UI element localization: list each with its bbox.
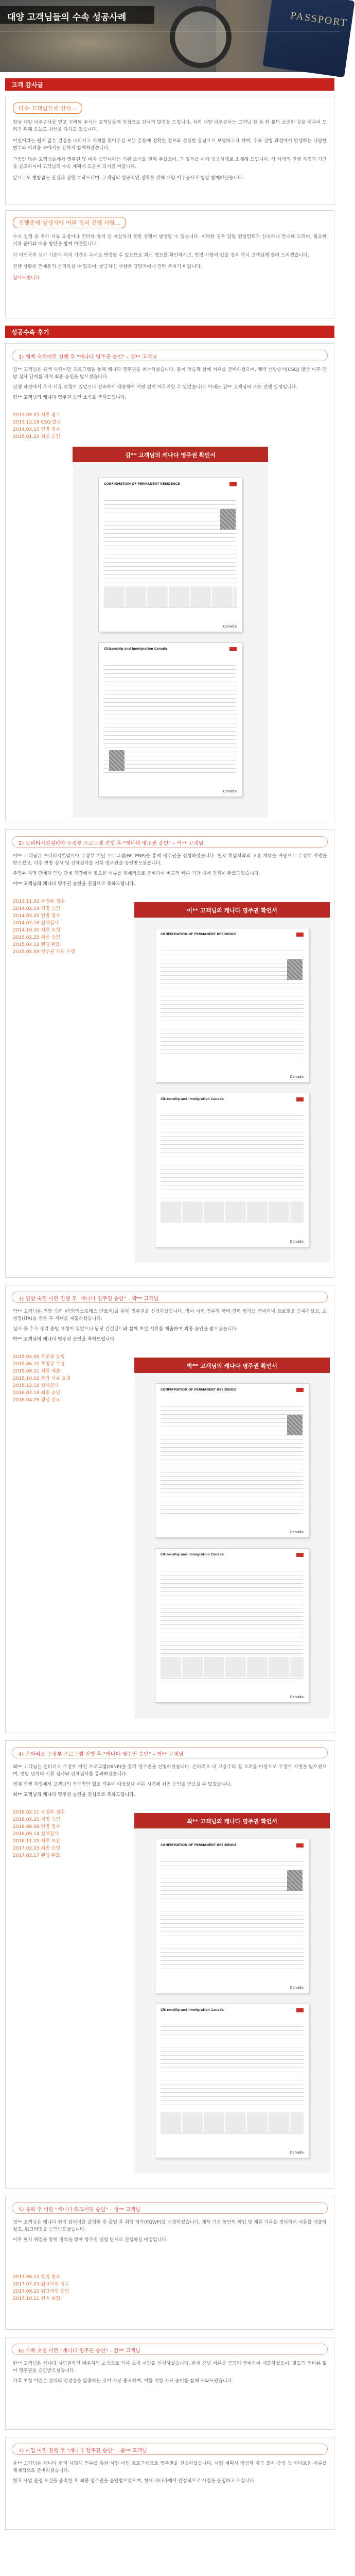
case-title-bar: 2) 브리티시컬럼비아 주정부 프로그램 진행 후 "캐나다 영주권 승인" – 이** 고객님 — [12, 836, 328, 848]
case-title-bar: 5) 유학 후 이민 "캐나다 워크퍼밋 승인" – 정** 고객님 — [12, 2202, 328, 2214]
notice-paragraph: 각 이민국의 심사 기준과 처리 기간은 수시로 변경될 수 있으므로 최신 정보를 확인하시고, 변경 사항이 있을 경우 즉시 고객님께 알려 드리겠습니다. — [13, 253, 309, 258]
case-paragraph: 진행 과정에서 추가 서류 요청이 있었으나 신속하게 대응하여 지연 없이 마무리할 수 있었습니다. 아래는 김** 고객님의 주요 진행 일정입니다. — [13, 385, 298, 390]
case-highlight: 김** 고객님의 캐나다 영주권 승인 소식을 축하드립니다. — [13, 395, 127, 400]
blurred-photo — [287, 959, 303, 980]
case-title-bar: 4) 온타리오 주정부 프로그램 진행 후 "캐나다 영주권 승인" – 최** 고객님 — [12, 1747, 328, 1758]
notice-card — [5, 210, 334, 318]
canada-flag-icon — [296, 1553, 304, 1557]
document-page: Citizenship and Immigration Canada Canada — [155, 1093, 309, 1247]
intro-title: 다수 고객님들께 감사... — [13, 103, 82, 114]
document-page: Citizenship and Immigration Canada Canada — [98, 642, 242, 797]
canada-flag-icon — [296, 1097, 304, 1101]
document-panel-title: 김** 고객님의 캐나다 영주권 확인서 — [125, 452, 216, 459]
document-panel-title: 최** 고객님의 캐나다 영주권 확인서 — [187, 1818, 277, 1825]
document-panel-title: 이** 고객님의 캐나다 영주권 확인서 — [187, 907, 277, 914]
case-paragraph: 최** 고객님은 온타리오 주정부 이민 프로그램(OINP)을 통해 영주권을 신청하셨습니다. 온타리오 내 고용주의 잡 오퍼를 바탕으로 주정부 지명을 받으셨으며, 연방 단계의 서류 심사와 신체검사를 통과하셨습니다. — [13, 1765, 327, 1777]
case-title-bar: 6) 가족 초청 이민 "캐나다 영주권 승인" – 한** 고객님 — [12, 2344, 328, 2355]
notice-emphasis: 감사드립니다 — [13, 276, 40, 281]
intro-card — [5, 96, 334, 205]
case-card — [5, 343, 334, 822]
document-page: Citizenship and Immigration Canada Canada — [155, 1548, 309, 1703]
document-page: CONFIRMATION OF PERMANENT RESIDENCE Canada — [155, 1383, 309, 1538]
case-card — [5, 829, 334, 1278]
magnifier-image — [170, 6, 232, 68]
blurred-photo — [220, 509, 236, 530]
canada-flag-icon — [296, 933, 304, 937]
case-timeline: 2015.04.06 프로필 등록 2015.06.10 초청장 수령 2015.08.21 서류 제출 2015.10.02 추가 서류 요청 2015.12.15 신체검사 2016.03.18 최종 승인 2016.04.29 랜딩 완료 — [13, 1354, 71, 1403]
case-paragraph: 심사 중 추가 경력 증빙 요청이 있었으나 담당 컨설턴트와 함께 보완 서류를 제출하여 최종 승인을 받으셨습니다. — [13, 1327, 238, 1332]
case-timeline: 2016.02.11 주정부 접수 2016.05.20 지명 승인 2016.06.08 연방 접수 2016.09.14 신체검사 2016.11.25 서류 보완 2017.02.03 최종 승인 2017.03.17 랜딩 완료 — [13, 1810, 65, 1858]
canada-flag-icon — [229, 647, 237, 651]
case-timeline: 2013.09.05 서류 접수 2013.12.18 CSQ 발급 2014.03.10 연방 접수 2015.01.22 최종 승인 — [13, 413, 61, 439]
pr-document-panel — [134, 1813, 330, 2174]
case-title-bar: 3) 연방 숙련 이민 진행 후 "캐나다 영주권 승인" – 박** 고객님 — [12, 1292, 328, 1303]
case-paragraph: 이후 현지 취업을 통해 경력을 쌓아 영주권 신청 단계로 진행하실 예정입니다. — [13, 2238, 168, 2243]
pr-document-panel — [73, 447, 268, 818]
case-card — [5, 1740, 334, 2189]
case-timeline: 2013.11.02 주정부 접수 2014.02.14 지명 승인 2014.03.05 연방 접수 2014.07.18 신체검사 2014.10.30 서류 요청 2015.02.25 최종 승인 2015.04.12 랜딩 완료 2015.05.09 영주권 카드 수령 — [13, 899, 75, 955]
case-paragraph: 주정부 지명 단계와 연방 단계 각각에서 필요한 서류를 체계적으로 준비하여 비교적 빠른 기간 내에 진행이 완료되었습니다. — [13, 871, 260, 876]
case-paragraph: 김** 고객님은 퀘벡 숙련이민 프로그램을 통해 캐나다 영주권을 취득하셨습니다. 불어 학습과 함께 서류를 준비하셨으며, 퀘벡 선발증서(CSQ) 발급 이후 연방 심사 단계를 거쳐 최종 승인을 받으셨습니다. — [13, 367, 327, 380]
blurred-photo — [109, 750, 125, 771]
intro-paragraph: 앞으로도 변함없는 관심과 성원 부탁드리며, 고객님의 성공적인 정착을 위해 대양 이주공사가 항상 함께하겠습니다. — [13, 176, 244, 181]
pr-document-panel — [134, 1358, 330, 1718]
canada-flag-icon — [296, 2008, 304, 2012]
case-card — [5, 1285, 334, 1733]
document-panel-title: 박** 고객님의 캐나다 영주권 확인서 — [187, 1363, 277, 1369]
canada-flag-icon — [296, 1843, 304, 1848]
hero-title-bar — [0, 6, 154, 24]
intro-paragraph: 이민이라는 쉽지 않은 결정을 내리시고 저희를 찾아주신 모든 분들께 정확한 정보와 성실한 상담으로 보답하고자 하며, 수속 진행 과정에서 발생하는 다양한 변수와 어려움 속에서도 끝까지 함께하겠습니다. — [13, 139, 327, 151]
intro-paragraph: 항상 대양 이주공사를 믿고 신뢰해 주시는 고객님들께 진심으로 감사의 말씀을 드립니다. 저희 대양 이주공사는 고객님 한 분 한 분의 소중한 꿈을 이루어 드리기 위해 오늘도 최선을 다하고 있습니다. — [13, 120, 327, 132]
case-paragraph: 현지 사업 운영 요건을 충족한 후 최종 영주권을 승인받으셨으며, 현재 캐나다에서 안정적으로 사업을 운영하고 계십니다. — [13, 2479, 256, 2484]
intro-paragraph: 그동안 많은 고객님들께서 영주권 및 비자 승인이라는 기쁜 소식을 전해 주셨으며, 그 결과를 아래 성공사례로 소개해 드립니다. 각 사례의 진행 과정과 기간을 참고하시어 고객님의 수속 계획에 도움이 되시길 바랍니다. — [13, 157, 327, 170]
case-paragraph: 윤** 고객님은 캐나다 현지 사업체 인수를 통한 사업 이민 프로그램으로 영주권을 신청하셨습니다. 사업 계획서 작성과 자금 출처 증빙 등 까다로운 서류를 체계적으로 준비하셨습니다. — [13, 2461, 327, 2473]
case-paragraph: 정** 고객님은 캐나다 현지 칼리지를 졸업한 후 졸업 후 취업 허가(PGWP)를 신청하셨습니다. 재학 기간 동안의 학업 및 체류 기록을 정리하여 서류를 제출하셨고, 워크퍼밋을 승인받으셨습니다. — [13, 2220, 327, 2232]
document-page: CONFIRMATION OF PERMANENT RESIDENCE Canada — [155, 928, 309, 1082]
case-highlight: 최** 고객님의 캐나다 영주권 승인을 진심으로 축하드립니다. — [13, 1792, 135, 1798]
passport-image: PASSPORT — [262, 0, 354, 77]
hero-title: 대양 고객님들의 수속 성공사례 — [7, 12, 127, 23]
case-card — [5, 2437, 334, 2530]
blurred-photo — [287, 1870, 303, 1891]
case-highlight: 이** 고객님의 캐나다 영주권 승인을 진심으로 축하드립니다. — [13, 882, 135, 887]
notice-title: 진행중에 발생시에 여부 정리 진행 사항... — [13, 217, 126, 228]
case-card — [5, 2196, 334, 2330]
section-header-about: 고객 감사글 — [5, 78, 334, 91]
case-title-bar: 7) 사업 이민 진행 후 "캐나다 영주권 승인" – 윤** 고객님 — [12, 2444, 328, 2455]
case-paragraph: 전체 진행 과정에서 고객님의 적극적인 협조 덕분에 예상보다 이른 시기에 최종 승인을 받으실 수 있었습니다. — [13, 1782, 232, 1787]
case-paragraph: 가족 초청 이민은 관계의 진정성을 입증하는 것이 가장 중요하며, 이를 위한 자료 준비를 함께 도와드렸습니다. — [13, 2379, 234, 2384]
case-paragraph: 박** 고객님은 연방 숙련 이민(익스프레스 엔트리)을 통해 영주권을 신청하셨습니다. 영어 시험 점수와 학력·경력 평가를 준비하여 프로필을 등록하셨고, 초청장(ITA)을 받은 후 서류를 제출하셨습니다. — [13, 1309, 327, 1321]
notice-paragraph: 수속 진행 중 추가 서류 요청이나 인터뷰 통지 등 예상하지 못한 상황이 발생할 수 있습니다. 이러한 경우 담당 컨설턴트가 신속하게 안내해 드리며, 필요한 서류 준비와 대응 방안을 함께 마련합니다. — [13, 234, 327, 247]
section-header-cases: 성공수속 후기 — [5, 326, 334, 338]
notice-paragraph: 진행 상황은 언제든지 문의하실 수 있으며, 궁금하신 사항은 담당자에게 연락 주시기 바랍니다. — [13, 264, 202, 269]
case-timeline: 2017.06.15 학업 종료 2017.07.03 워크퍼밋 접수 2017.09.22 워크퍼밋 승인 2017.10.11 현지 취업 — [13, 2275, 69, 2301]
case-paragraph: 한** 고객님은 캐나다 시민권자인 배우자의 초청으로 가족 초청 이민을 신청하셨습니다. 관계 증빙 서류를 꼼꼼히 준비하여 제출하셨으며, 별도의 인터뷰 없이 영주권을 승인받으셨습니다. — [13, 2361, 327, 2374]
case-title-bar: 1) 퀘벡 숙련이민 진행 후 "캐나다 영주권 승인" – 김** 고객님 — [12, 350, 328, 361]
case-highlight: 박** 고객님의 캐나다 영주권 승인을 축하드립니다. — [13, 1337, 116, 1342]
canada-flag-icon — [229, 482, 237, 486]
case-paragraph: 이** 고객님은 브리티시컬럼비아 주정부 이민 프로그램(BC PNP)을 통해 영주권을 신청하셨습니다. 현지 취업처와의 고용 계약을 바탕으로 주정부 지명을 받으셨고, 이후 연방 심사 및 신체검사를 거쳐 영주권을 승인받으셨습니다. — [13, 854, 327, 866]
blurred-photo — [287, 1415, 303, 1435]
canada-flag-icon — [296, 1388, 304, 1392]
pr-document-panel — [134, 902, 330, 1263]
document-page: Citizenship and Immigration Canada Canada — [155, 2004, 309, 2158]
case-card — [5, 2337, 334, 2430]
hero-banner — [0, 0, 348, 72]
document-page: CONFIRMATION OF PERMANENT RESIDENCE Canada — [98, 478, 242, 632]
document-page: CONFIRMATION OF PERMANENT RESIDENCE Canada — [155, 1839, 309, 1993]
